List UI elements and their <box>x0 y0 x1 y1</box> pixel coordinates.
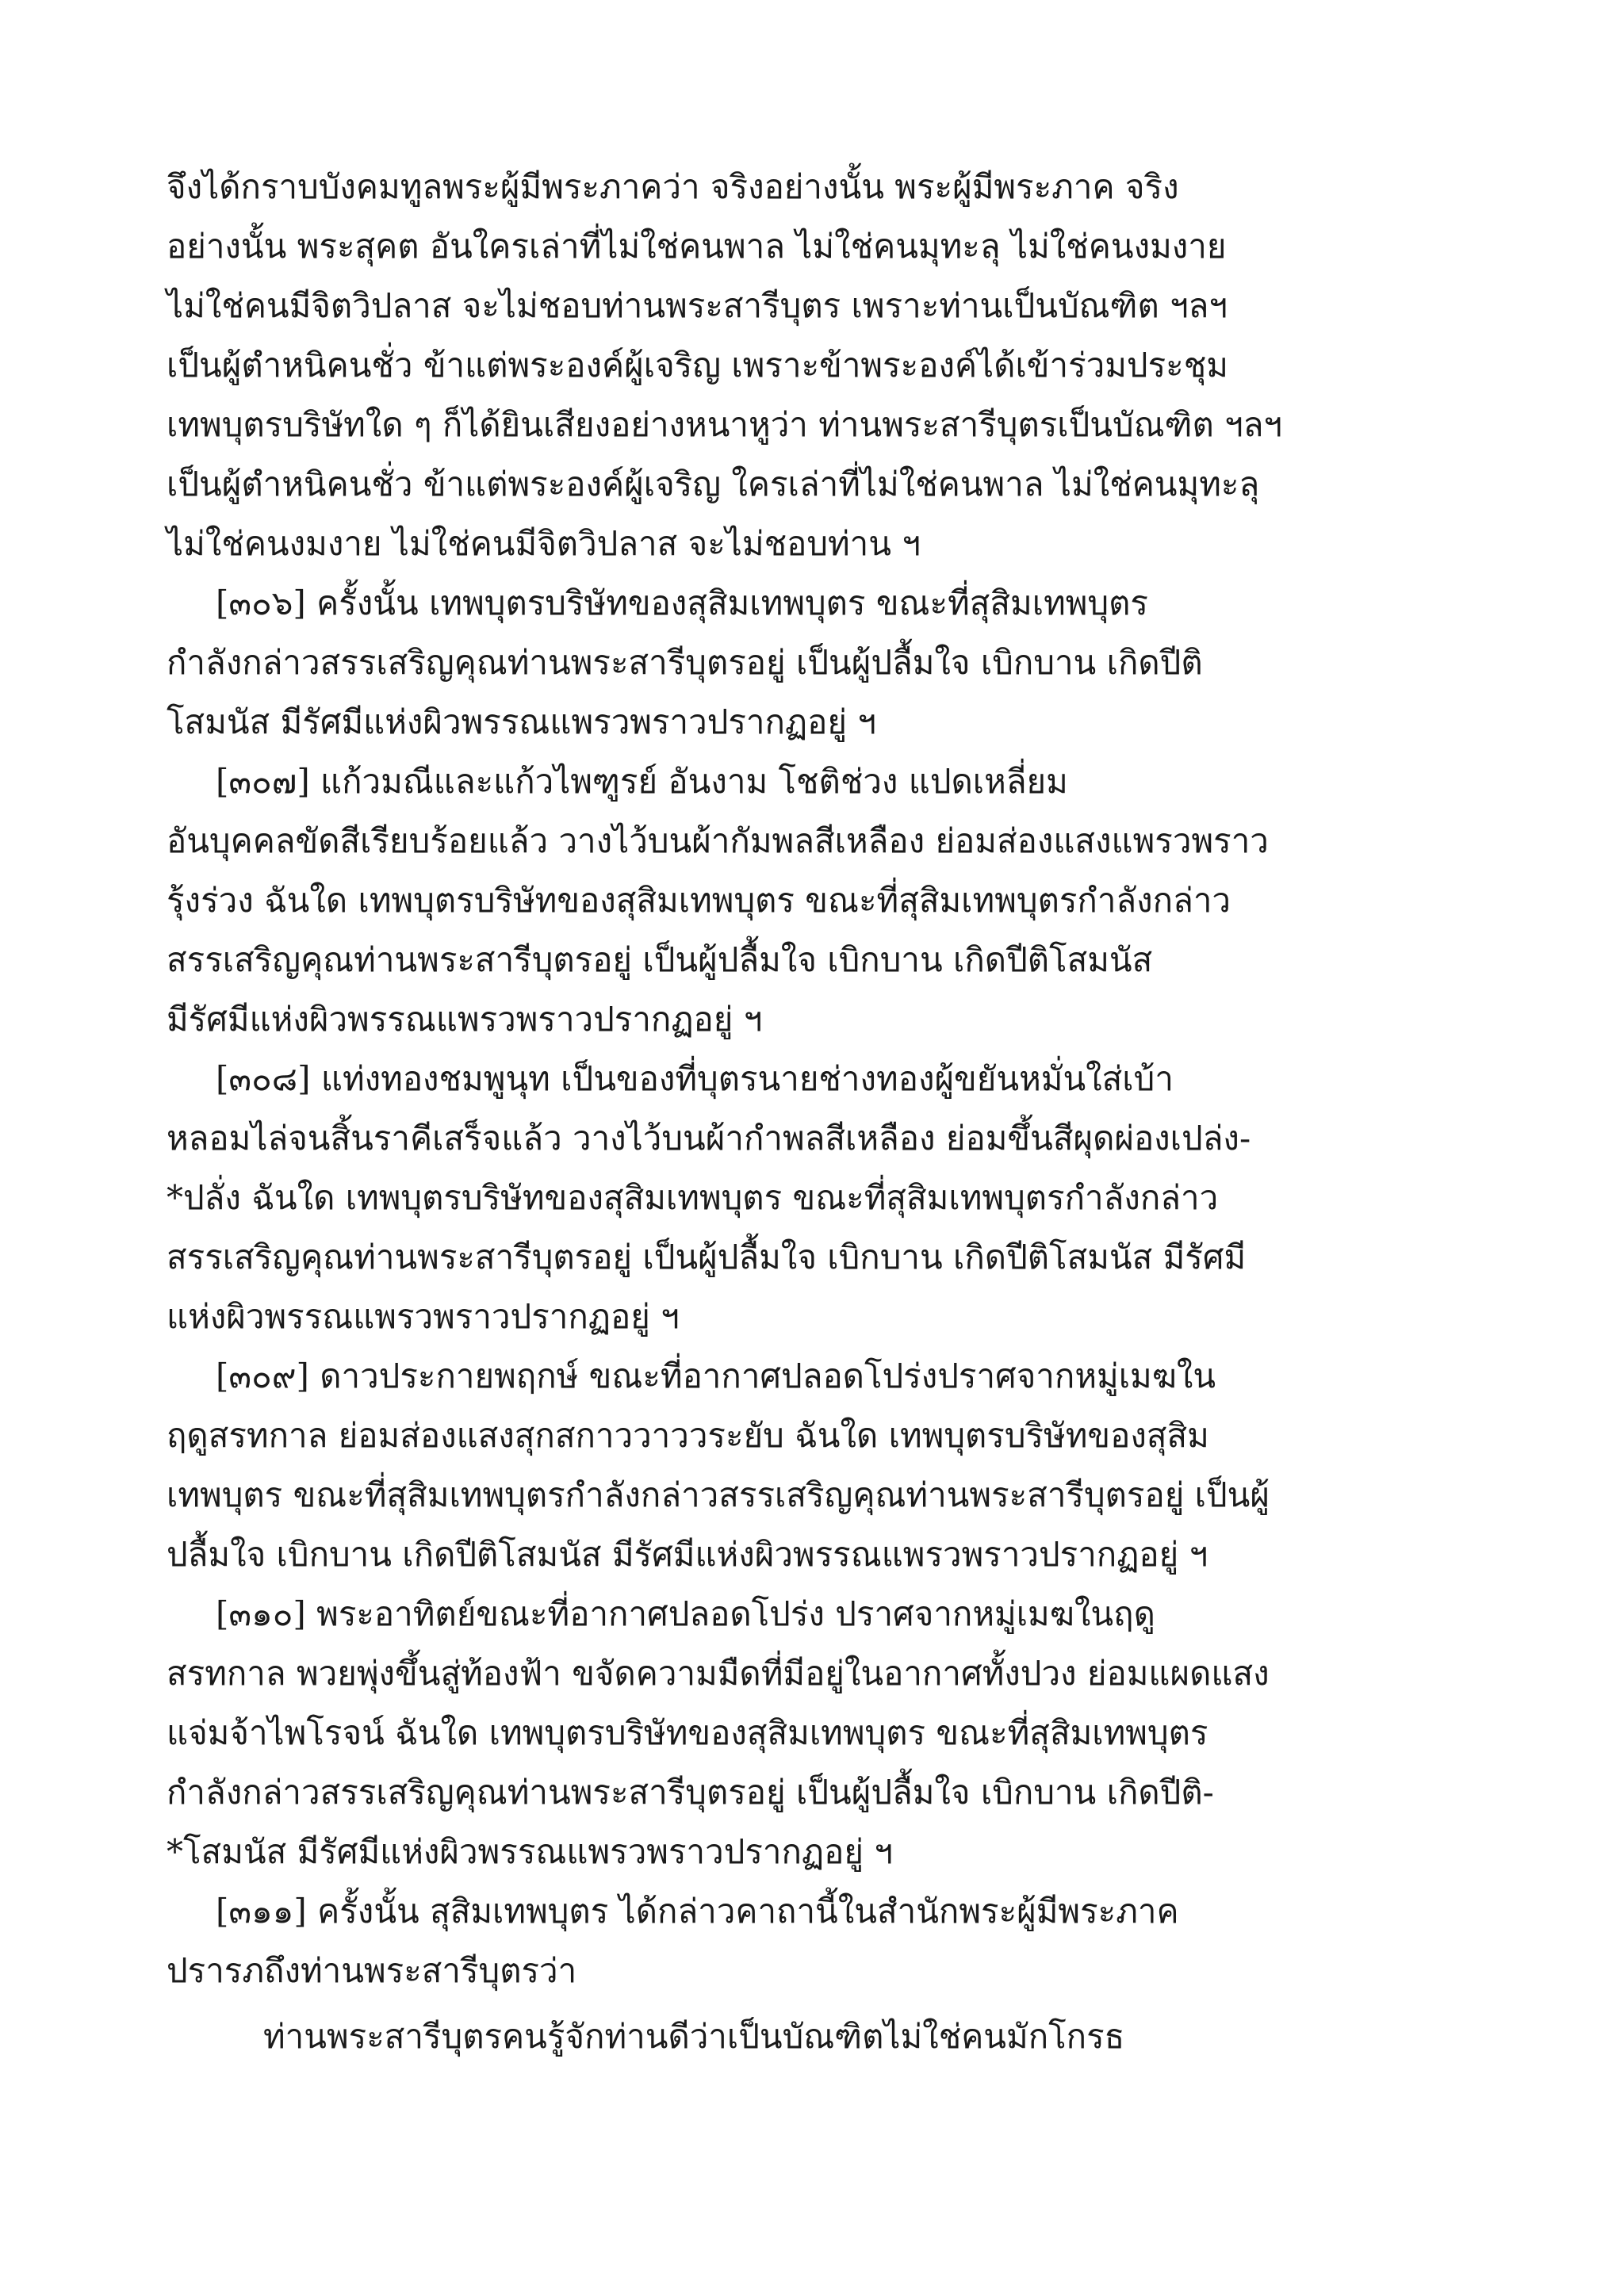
text-line: *โสมนัส มีรัศมีแห่งผิวพรรณแพรวพราวปรากฏอยู่ ฯ <box>167 1832 893 1871</box>
text-line: หลอมไล่จนสิ้นราคีเสร็จแล้ว วางไว้บนผ้ากำพลสีเหลือง ย่อมขึ้นสีผุดผ่องเปล่ง- <box>167 1119 1251 1158</box>
paragraph-310-start: [๓๑๐] พระอาทิตย์ขณะที่อากาศปลอดโปร่ง ปราศจากหมู่เมฆในฤดู <box>216 1594 1155 1633</box>
paragraph-309-start: [๓๐๙] ดาวประกายพฤกษ์ ขณะที่อากาศปลอดโปร่งปราศจากหมู่เมฆใน <box>216 1357 1216 1395</box>
text-line: ฤดูสรทกาล ย่อมส่องแสงสุกสกาววาววระยับ ฉันใด เทพบุตรบริษัทของสุสิม <box>167 1416 1209 1455</box>
text-line: เป็นผู้ตำหนิคนชั่ว ข้าแต่พระองค์ผู้เจริญ ใครเล่าที่ไม่ใช่คนพาล ไม่ใช่คนมุทะลุ <box>167 465 1260 503</box>
text-line: สรรเสริญคุณท่านพระสารีบุตรอยู่ เป็นผู้ปลื้มใจ เบิกบาน เกิดปีติโสมนัส มีรัศมี <box>167 1238 1247 1276</box>
text-line: เป็นผู้ตำหนิคนชั่ว ข้าแต่พระองค์ผู้เจริญ เพราะข้าพระองค์ได้เข้าร่วมประชุม <box>167 346 1228 385</box>
text-line: จึงได้กราบบังคมทูลพระผู้มีพระภาคว่า จริงอย่างนั้น พระผู้มีพระภาค จริง <box>167 167 1179 206</box>
text-line: ไม่ใช่คนงมงาย ไม่ใช่คนมีจิตวิปลาส จะไม่ชอบท่าน ฯ <box>167 524 921 563</box>
text-line: ไม่ใช่คนมีจิตวิปลาส จะไม่ชอบท่านพระสารีบุตร เพราะท่านเป็นบัณฑิต ฯลฯ <box>167 286 1228 325</box>
paragraph-311-start: [๓๑๑] ครั้งนั้น สุสิมเทพบุตร ได้กล่าวคาถานี้ในสำนักพระผู้มีพระภาค <box>216 1892 1179 1931</box>
text-line: รุ้งร่วง ฉันใด เทพบุตรบริษัทของสุสิมเทพบุตร ขณะที่สุสิมเทพบุตรกำลังกล่าว <box>167 881 1231 920</box>
text-line: อันบุคคลขัดสีเรียบร้อยแล้ว วางไว้บนผ้ากัมพลสีเหลือง ย่อมส่องแสงแพรวพราว <box>167 821 1269 860</box>
text-line: แจ่มจ้าไพโรจน์ ฉันใด เทพบุตรบริษัทของสุสิมเทพบุตร ขณะที่สุสิมเทพบุตร <box>167 1713 1208 1752</box>
document-body <box>167 157 1467 2066</box>
text-line: ปรารภถึงท่านพระสารีบุตรว่า <box>167 1951 577 1990</box>
text-line: กำลังกล่าวสรรเสริญคุณท่านพระสารีบุตรอยู่ เป็นผู้ปลื้มใจ เบิกบาน เกิดปีติ <box>167 643 1203 682</box>
paragraph-308-start: [๓๐๘] แท่งทองชมพูนุท เป็นของที่บุตรนายช่างทองผู้ขยันหมั่นใส่เบ้า <box>216 1059 1174 1098</box>
text-line: สรรเสริญคุณท่านพระสารีบุตรอยู่ เป็นผู้ปลื้มใจ เบิกบาน เกิดปีติโสมนัส <box>167 940 1153 979</box>
text-line: กำลังกล่าวสรรเสริญคุณท่านพระสารีบุตรอยู่ เป็นผู้ปลื้มใจ เบิกบาน เกิดปีติ- <box>167 1773 1214 1812</box>
text-line: เทพบุตร ขณะที่สุสิมเทพบุตรกำลังกล่าวสรรเสริญคุณท่านพระสารีบุตรอยู่ เป็นผู้ <box>167 1475 1270 1514</box>
paragraph-306-start: [๓๐๖] ครั้งนั้น เทพบุตรบริษัทของสุสิมเทพบุตร ขณะที่สุสิมเทพบุตร <box>216 584 1148 622</box>
text-line: สรทกาล พวยพุ่งขึ้นสู่ท้องฟ้า ขจัดความมืดที่มีอยู่ในอากาศทั้งปวง ย่อมแผดแสง <box>167 1654 1270 1693</box>
text-line: อย่างนั้น พระสุคต อันใครเล่าที่ไม่ใช่คนพาล ไม่ใช่คนมุทะลุ ไม่ใช่คนงมงาย <box>167 227 1227 266</box>
text-line: โสมนัส มีรัศมีแห่งผิวพรรณแพรวพราวปรากฏอยู่ ฯ <box>167 702 876 741</box>
text-line: เทพบุตรบริษัทใด ๆ ก็ได้ยินเสียงอย่างหนาหูว่า ท่านพระสารีบุตรเป็นบัณฑิต ฯลฯ <box>167 405 1283 444</box>
verse-line: ท่านพระสารีบุตรคนรู้จักท่านดีว่าเป็นบัณฑิตไม่ใช่คนมักโกรธ <box>263 2017 1125 2056</box>
text-line: มีรัศมีแห่งผิวพรรณแพรวพราวปรากฏอยู่ ฯ <box>167 1000 763 1039</box>
text-line: ปลื้มใจ เบิกบาน เกิดปีติโสมนัส มีรัศมีแห่งผิวพรรณแพรวพราวปรากฏอยู่ ฯ <box>167 1535 1208 1574</box>
paragraph-307-start: [๓๐๗] แก้วมณีและแก้วไพฑูรย์ อันงาม โชติช่วง แปดเหลี่ยม <box>216 762 1068 801</box>
text-line: *ปลั่ง ฉันใด เทพบุตรบริษัทของสุสิมเทพบุตร ขณะที่สุสิมเทพบุตรกำลังกล่าว <box>167 1178 1219 1217</box>
text-line: แห่งผิวพรรณแพรวพราวปรากฏอยู่ ฯ <box>167 1297 680 1336</box>
